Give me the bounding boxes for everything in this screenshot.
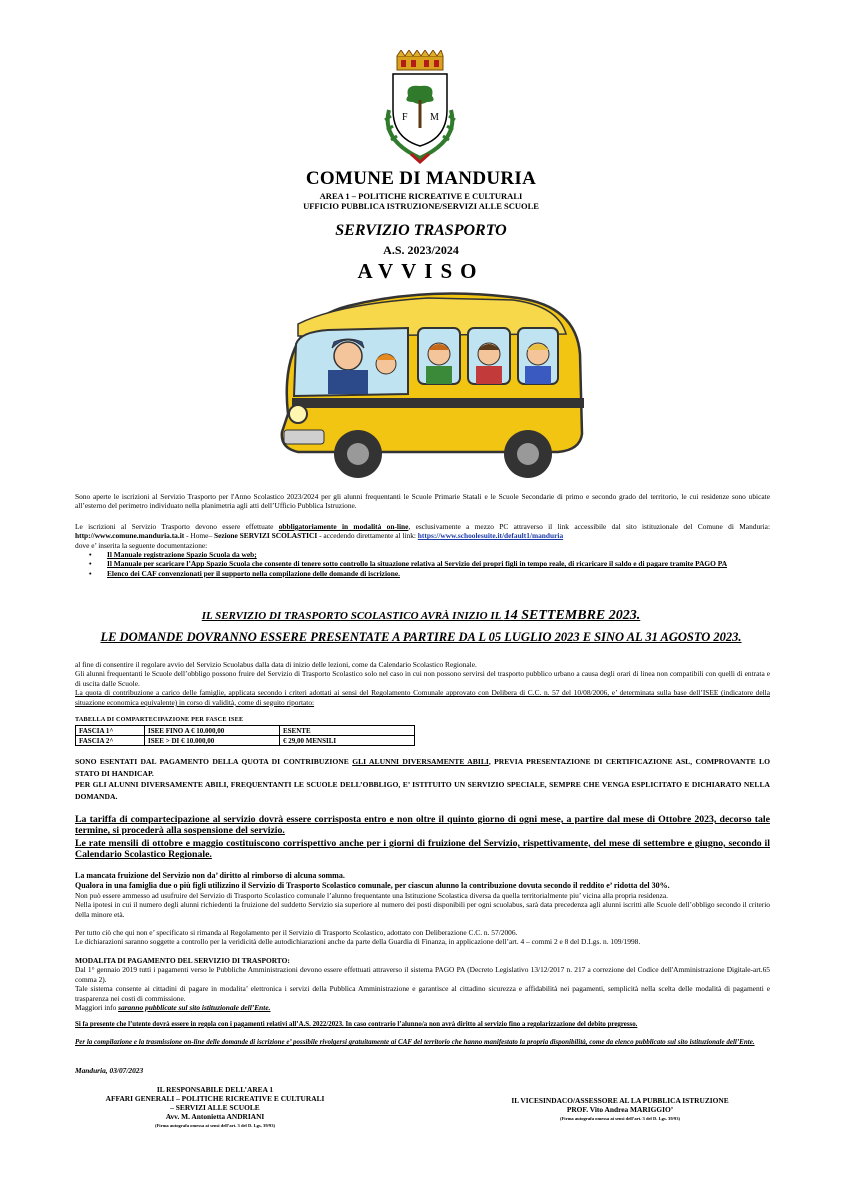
anno-scolastico: A.S. 2023/2024: [383, 243, 459, 257]
quota-paragraph: La quota di contribuzione a carico delle famiglie, applicata secondo i criteri adottati ai sensi del Regolamento Comunale approvato con Delibera di C.C. n. 57 del 10/08/2006, e’ determinata sulla base dell’ISEE (indicatore della situazione economica equivalente) in corso di validità, come di seguito riportato:: [75, 688, 770, 707]
istituzione-text: Non può essere ammesso ad usufruire del Servizio di Trasporto Scolastico comunale l’alunno frequentante una Istituzione Scolastica diversa da quella territorialmente piu’ vicina alla propria residenza.: [75, 891, 668, 900]
body-paragraphs: [75, 660, 770, 707]
comune-site-text: http://www.comune.manduria.ta.it: [75, 531, 185, 541]
table-row: [76, 736, 415, 746]
controlli-text: Le dichiarazioni saranno soggette a controllo per la veridicità delle autodichiarazioni anche da parte della Guardia di Finanza, in applicazione dell’art. 4 – commi 2 e 8 del D.Lgs. n. 109/1998.: [75, 937, 641, 947]
firma-right-line-1: IL VICESINDACO/ASSESSORE AL LA PUBBLICA ISTRUZIONE: [511, 1096, 729, 1105]
sistema-text: Tale sistema consente ai cittadini di pagare in modalita’ elettronica i servizi della Pubblica Amministrazione e garantisce al cittadino sicurezza e affidabilità nei pagamenti, semplicità nella scelta delle modalità di pagamenti e trasparenza nei costi di commissione.: [75, 984, 770, 1003]
table-cell: € 29,00 MENSILI: [280, 736, 415, 746]
crest-letter-f: F: [402, 112, 408, 123]
table-cell: FASCIA 1^: [76, 726, 145, 736]
firma-right-name: PROF. Vito Andrea MARIGGIO’: [566, 1105, 674, 1114]
pagopa-text: Dal 1° gennaio 2019 tutti i pagamenti verso le Pubbliche Amministrazioni devono essere effettuati attraverso il sistema PAGO PA (Decreto Legislativo 13/12/2017 n. 217 a correzione del Codice dell'Amministrazione Digitale-art.65 comma 2).: [75, 965, 770, 984]
comune-title: COMUNE DI MANDURIA: [305, 168, 537, 189]
info-text: [75, 1003, 770, 1012]
regolamento-text: Per tutto ciò che qui non e’ specificato si rimanda al Regolamento per il Servizio di Trasporto Scolastico, adottato con Deliberazione C.C. n. 57/2006.: [75, 928, 518, 937]
obbligo-online-text: obbligatoriamente in modalità on-line: [278, 522, 409, 531]
tariffa-paragraph: La tariffa di compartecipazione al servizio dovrà essere corrisposta entro e non oltre il quinto giorno di ogni mese, a partire dal mese di Ottobre 2023, decorso tale termine, si procederà alla sospensione del servizio.: [75, 814, 770, 837]
table-cell: FASCIA 2^: [76, 736, 145, 746]
rate-mensili-paragraph: Le rate mensili di ottobre e maggio costituiscono corrispettivo anche per i giorni di fruizione del Servizio, rispettivamente, del mese di settembre e giugno, secondo il Calendario Scolastico Regionale.: [75, 838, 770, 861]
sezione-servizi-text: Sezione SERVIZI SCOLASTICI: [214, 531, 318, 541]
area-subtitle: AREA 1 – POLITICHE RICREATIVE E CULTURALI: [319, 191, 523, 201]
rimborso-text: La mancata fruizione del Servizio non da’ diritto al rimborso di alcuna somma.: [75, 871, 345, 880]
intro-paragraph: Sono aperte le iscrizioni al Servizio Trasporto per l'Anno Scolastico 2023/2024 per gli alunni frequentanti le Scuole Primarie Statali e le Scuole Secondarie di primo e secondo grado del territorio, le cui residenze sono ubicate all’esterno del perimetro individuato nella planimetria agli atti dell’Ufficio Pubblica Istruzione.: [75, 492, 770, 511]
documentazione-list: [75, 550, 770, 578]
firma-vicesindaco: [470, 1096, 770, 1123]
firma-left-line-1: IL RESPONSABILE DELL’AREA 1: [156, 1085, 274, 1094]
table-cell: ESENTE: [280, 726, 415, 736]
inizio-text: IL SERVIZIO DI TRASPORTO SCOLASTICO AVRÀ INIZIO IL: [201, 610, 504, 622]
iscrizioni-text: Le iscrizioni al Servizio Trasporto devono essere effettuate: [75, 522, 279, 531]
data-luogo: Manduria, 03/07/2023: [75, 1066, 144, 1075]
home-text: - Home–: [184, 531, 214, 541]
schoolesuite-link[interactable]: https://www.schoolesuite.it/default1/manduria: [417, 531, 564, 541]
pagamento-title: MODALITA DI PAGAMENTO DEL SERVIZIO DI TRASPORTO:: [75, 956, 290, 965]
firma-right-note: (Firma autografa omessa ai sensi dell’art. 3 del D. Lgs. 39/93): [559, 1116, 681, 1121]
accedendo-text: - accedendo direttamente al link:: [317, 531, 418, 541]
avviso-title: AVVISO: [357, 259, 485, 283]
caf-note: Per la compilazione e la trasmissione on-line delle domande di iscrizione e’ possibile rivolgersi gratuitamente ai CAF del territorio che hanno manifestato la propria disponibilità, come da elenco pubblicato sul sito istituzionale dell’Ente.: [75, 1038, 755, 1046]
sito-ente-text: saranno pubblicate sul sito istituzionale dell’Ente.: [118, 1003, 271, 1013]
firma-responsabile: [70, 1085, 360, 1130]
firma-left-line-3: – SERVIZI ALLE SCUOLE: [170, 1103, 260, 1112]
comune-crest-icon: [375, 50, 465, 168]
servizio-title: SERVIZIO TRASPORTO: [335, 222, 507, 239]
doc-item-elenco-caf: • Elenco dei CAF convenzionati per il supporto nella compilazione delle domande di iscrizione.: [107, 569, 770, 578]
regole-block: [75, 871, 770, 919]
crest-letter-m: M: [430, 112, 439, 123]
servizio-speciale-paragraph: PER GLI ALUNNI DIVERSAMENTE ABILI, FREQUENTANTI LE SCUOLE DELL’OBBLIGO, E’ ISTITUITO UN SERVIZIO SPECIALE, SEMPRE CHE VENGA ESPLICITATO E DICHIARATO NELLA DOMANDA.: [75, 780, 770, 801]
ufficio-subtitle: UFFICIO PUBBLICA ISTRUZIONE/SERVIZI ALLE SCUOLE: [303, 201, 539, 211]
riduzione-text: Qualora in una famiglia due o più figli utilizzino il Servizio di Trasporto Scolastico comunale, per ciascun alunno la contribuzione dovuta secondo il reddito e’ ridotta del 30%.: [75, 881, 670, 890]
firma-left-name: Avv. M. Antonietta ANDRIANI: [165, 1112, 265, 1121]
school-bus-illustration: [258, 284, 588, 484]
esenzioni-block: [75, 756, 770, 802]
obbligo-paragraph: Gli alunni frequentanti le Scuole dell’obbligo possono fruire del Servizio di Trasporto Scolastico solo nel caso in cui non possono servirsi del trasporto pubblico urbano a causa degli orari di linea non compatibili con quelli di entrata e di uscita dalle Scuole.: [75, 669, 770, 688]
esenzione-text: SONO ESENTATI DAL PAGAMENTO DELLA QUOTA DI CONTRIBUZIONE: [75, 757, 353, 766]
iscrizioni-text-2: , esclusivamente a mezzo PC attraverso il link accessibile dal sito istituzionale del Comune di Manduria:: [408, 522, 771, 531]
domande-headline: LE DOMANDE DOVRANNO ESSERE PRESENTATE A PARTIRE DA L 05 LUGLIO 2023 E SINO AL 31 AGOSTO 2023.: [100, 630, 742, 644]
calendario-paragraph: al fine di consentire il regolare avvio del Servizio Scuolabus dalla data di inizio delle lezioni, come da Calendario Scolastico Regionale.: [75, 660, 477, 669]
debito-note: Si fa presente che l’utente dovrà essere in regola con i pagamenti relativi all’A.S. 2022/2023. In caso contrario l’alunno/a non avrà diritto al servizio fino a regolarizzazione del debito pregresso.: [75, 1021, 638, 1028]
esenzione-disabili-paragraph: [75, 756, 770, 779]
esenzione-text-2: , PREVIA PRESENTAZIONE DI CERTIFICAZIONE ASL, COMPROVANTE LO STATO DI HANDICAP.: [75, 757, 770, 778]
precedenza-text: Nella ipotesi in cui il numero degli alunni richiedenti la fruizione del suddetto Servizio sia superiore al numero dei posti disponibili per ogni scuolabus, sarà data precedenza agli alunni iscritti alle Scuole dell’obbligo secondo il criterio della minore età.: [75, 900, 770, 919]
iscrizioni-paragraph: [75, 522, 770, 578]
inizio-servizio-headline: [0, 608, 842, 624]
doc-item-manuale-web: • Il Manuale registrazione Spazio Scuola da web;: [107, 550, 770, 559]
alunni-disabili-text: GLI ALUNNI DIVERSAMENTE ABILI: [352, 757, 489, 766]
fasce-caption: TABELLA DI COMPARTECIPAZIONE PER FASCE ISEE: [75, 716, 244, 723]
table-row: [76, 726, 415, 736]
firma-left-note: (Firma autografa omessa ai sensi dell’art. 3 del D. Lgs. 39/93): [154, 1123, 276, 1128]
documentazione-text: dove e’ inserita la seguente documentazione:: [75, 540, 208, 550]
doc-item-manuale-app: • Il Manuale per scaricare l’App Spazio Scuola che consente di tenere sotto controllo la situazione relativa al Servizio dei propri figli in tempo reale, di ricaricare il saldo e di pagare tramite PAGO PA: [107, 559, 770, 568]
maggiori-info-text: Maggiori info: [75, 1003, 119, 1013]
inizio-date: 14 SETTEMBRE 2023.: [503, 608, 641, 623]
table-cell: ISEE > DI € 10.000,00: [145, 736, 280, 746]
fasce-isee-table: [75, 725, 415, 746]
table-cell: ISEE FINO A € 10.000,00: [145, 726, 280, 736]
regolamento-block: [75, 928, 770, 947]
firma-left-line-2: AFFARI GENERALI – POLITICHE RICREATIVE E CULTURALI: [105, 1094, 325, 1103]
pagamento-block: [75, 956, 770, 1012]
